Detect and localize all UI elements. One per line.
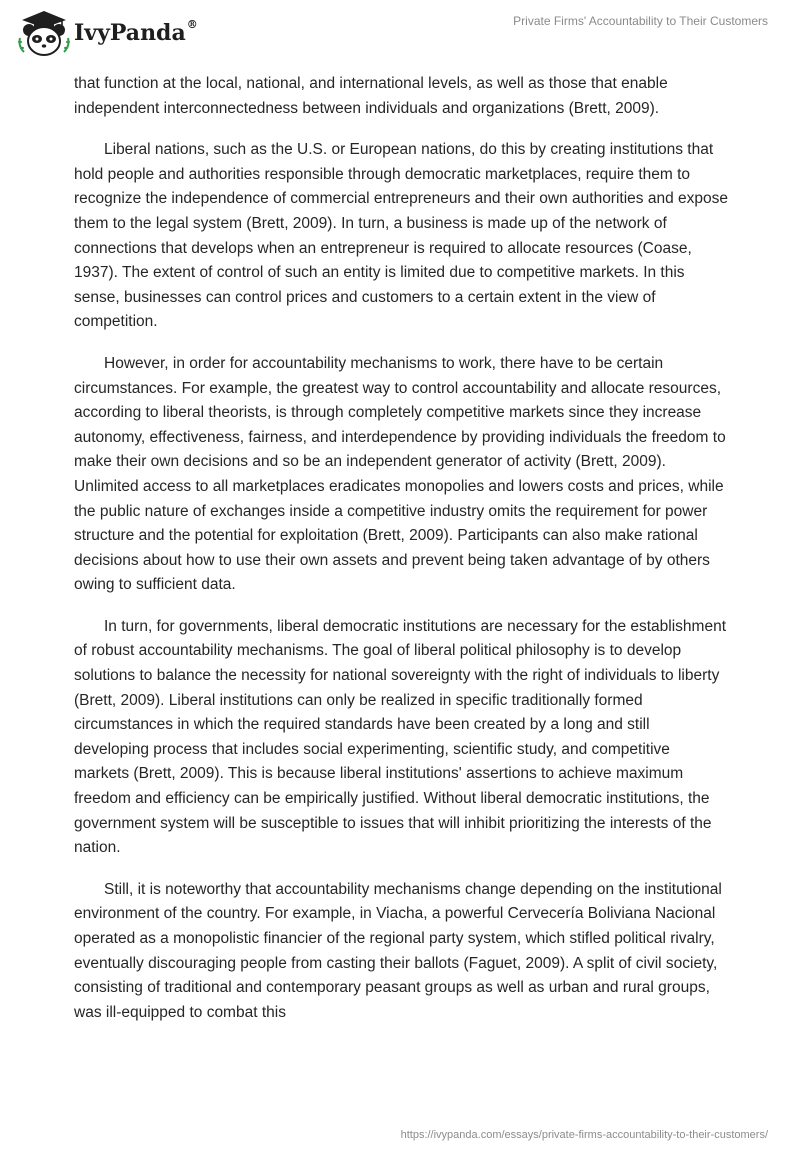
footer-url-link[interactable]: https://ivypanda.com/essays/private-firms-accountability-to-their-customers/ xyxy=(400,1129,768,1141)
page-header xyxy=(0,0,800,70)
paragraph: However, in order for accountability mechanisms to work, there have to be certain circumstances. For example, the greatest way to control accountability and allocate resources, according to liberal theorists, is through completely competitive markets since they increase autonomy, effectiveness, fairness, and interdependence by providing individuals the freedom to make their own decisions and so be an independent generator of activity (Brett, 2009). Unlimited access to all marketplaces eradicates monopolies and lowers costs and prices, while the public nature of exchanges inside a competitive industry omits the requirement for power structure and the potential for exploitation (Brett, 2009). Participants can also make rational decisions about how to use their own assets and prevent being taken advantage of by others owing to sufficient data. xyxy=(74,354,726,594)
essay-body xyxy=(74,72,728,1042)
paragraph: In turn, for governments, liberal democratic institutions are necessary for the establishment of robust accountability mechanisms. The goal of liberal political philosophy is to develop solutions to balance the necessity for national sovereignty with the right of individuals to liberty (Brett, 2009). Liberal institutions can only be realized in specific traditionally formed circumstances in which the required standards have been created by a long and still developing process that includes social experimenting, scientific study, and competitive markets (Brett, 2009). This is because liberal institutions' assertions to achieve maximum freedom and efficiency can be empirically justified. Without liberal democratic institutions, the government system will be susceptible to issues that will inhibit prioritizing the interests of the nation. xyxy=(74,617,727,857)
ivypanda-logo[interactable] xyxy=(14,8,198,58)
paragraph: Liberal nations, such as the U.S. or European nations, do this by creating institutions that hold people and authorities responsible through democratic marketplaces, require them to recognize the independence of commercial entrepreneurs and their own authorities and expose them to the legal system (Brett, 2009). In turn, a business is made up of the network of connections that develops when an entrepreneur is required to allocate resources (Coase, 1937). The extent of control of such an entity is limited due to competitive markets. In this sense, businesses can control prices and customers to a certain extent in the view of competition. xyxy=(74,141,728,331)
paragraph: Still, it is noteworthy that accountability mechanisms change depending on the institutional environment of the country. For example, in Viacha, a powerful Cervecería Boliviana Nacional operated as a monopolistic financier of the regional party system, which stifled political rivalry, eventually discouraging people from casting their ballots (Faguet, 2009). A split of civil society, consisting of traditional and contemporary peasant groups as well as urban and rural groups, was ill-equipped to combat this xyxy=(74,880,722,1021)
brand-name: IvyPanda® xyxy=(74,18,198,46)
registered-mark: ® xyxy=(186,18,198,31)
document-title: Private Firms' Accountability to Their Customers xyxy=(513,14,768,28)
paragraph-continuation: that function at the local, national, and international levels, as well as those that enable independent interconnectedness between individuals and organizations (Brett, 2009). xyxy=(74,75,668,117)
panda-graduate-icon xyxy=(14,8,70,58)
